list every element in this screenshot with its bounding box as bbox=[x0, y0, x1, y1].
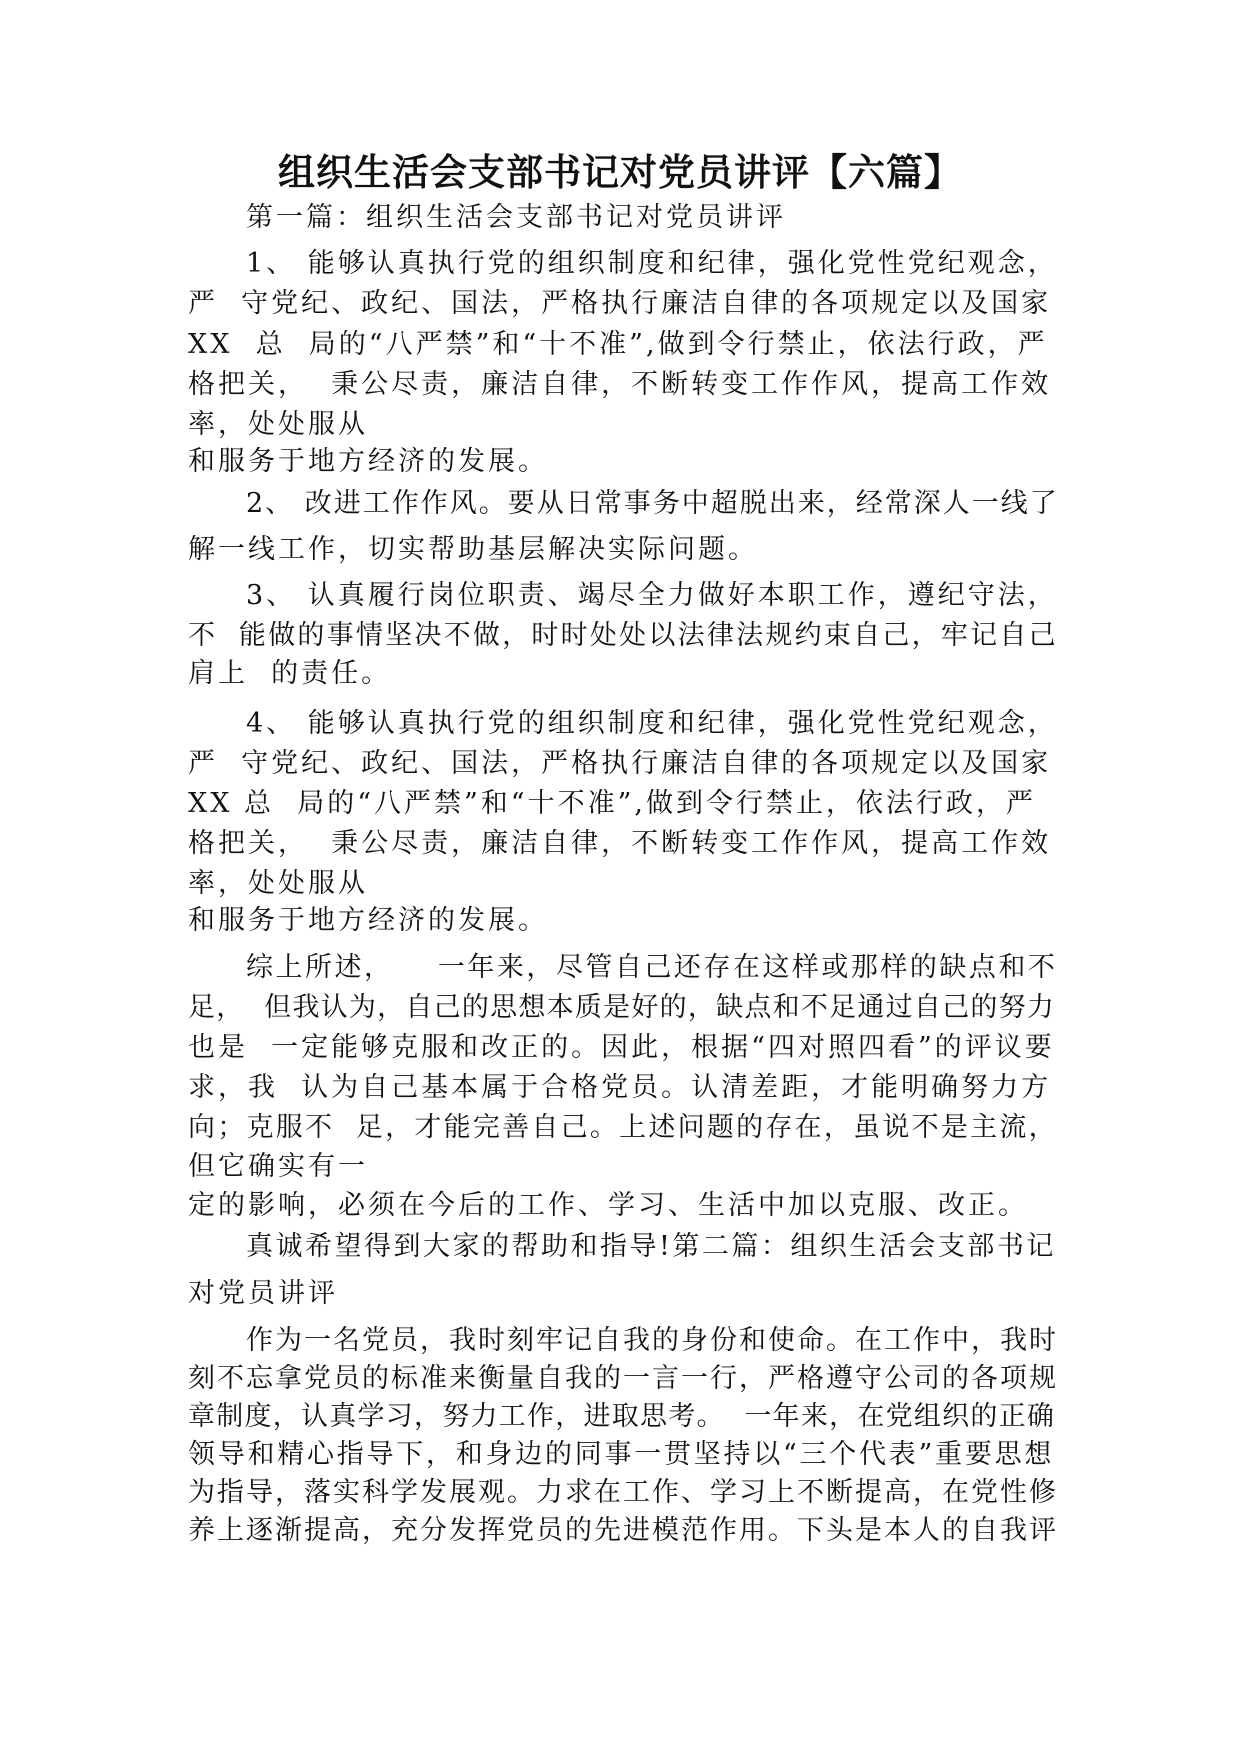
section-heading: 第一篇：组织生活会支部书记对党员讲评 bbox=[246, 202, 786, 233]
body-line: 刻不忘拿党员的标准来衡量自我的一言一行，严格遵守公司的各项规 bbox=[188, 1363, 1058, 1394]
body-line: 真诚希望得到大家的帮助和指导!第二篇：组织生活会支部书记 bbox=[246, 1231, 1056, 1262]
body-line: 求，我 认为自己基本属于合格党员。认清差距，才能明确努力方 bbox=[188, 1072, 1052, 1103]
body-line: 率，处处服从 bbox=[188, 409, 368, 440]
body-line: 但它确实有一 bbox=[188, 1151, 368, 1182]
body-line: 4、 能够认真执行党的组织制度和纪律，强化党性党纪观念， bbox=[246, 708, 1058, 739]
body-line: 严 守党纪、政纪、国法，严格执行廉洁自律的各项规定以及国家 bbox=[188, 288, 1052, 319]
body-line: 章制度，认真学习，努力工作，进取思考。 一年来，在党组织的正确 bbox=[188, 1401, 1056, 1432]
body-line: 足， 但我认为，自己的思想本质是好的，缺点和不足通过自己的努力 bbox=[188, 992, 1056, 1023]
document-title: 组织生活会支部书记对党员讲评【六篇】 bbox=[278, 151, 962, 194]
body-line: 2、 改进工作作风。要从日常事务中超脱出来，经常深人一线了 bbox=[246, 488, 1059, 519]
body-line: 作为一名党员，我时刻牢记自我的身份和使命。在工作中，我时 bbox=[246, 1325, 1058, 1356]
body-line: 综上所述， 一年来，尽管自己还存在这样或那样的缺点和不 bbox=[246, 952, 1058, 983]
body-line: 不 能做的事情坚决不做，时时处处以法律法规约束自己，牢记自己 bbox=[188, 620, 1058, 651]
body-line: 定的影响，必须在今后的工作、学习、生活中加以克服、改正。 bbox=[188, 1190, 1028, 1221]
body-line: 格把关， 秉公尽责，廉洁自律，不断转变工作作风，提高工作效 bbox=[188, 828, 1052, 859]
body-line: 对党员讲评 bbox=[188, 1278, 338, 1309]
body-line: 严 守党纪、政纪、国法，严格执行廉洁自律的各项规定以及国家 bbox=[188, 748, 1052, 779]
body-line: 和服务于地方经济的发展。 bbox=[188, 446, 548, 477]
body-line: 向；克服不 足，才能完善自己。上述问题的存在，虽说不是主流， bbox=[188, 1112, 1058, 1143]
body-line: 和服务于地方经济的发展。 bbox=[188, 905, 548, 936]
body-line: 养上逐渐提高，充分发挥党员的先进模范作用。下头是本人的自我评 bbox=[188, 1515, 1058, 1546]
body-line: 3、 认真履行岗位职责、竭尽全力做好本职工作，遵纪守法， bbox=[246, 580, 1058, 611]
body-line: 率，处处服从 bbox=[188, 868, 368, 899]
body-line: XX 总 局的“八严禁”和“十不准”,做到令行禁止，依法行政，严 bbox=[188, 788, 1036, 819]
body-line: 解一线工作，切实帮助基层解决实际问题。 bbox=[188, 534, 758, 565]
body-line: XX 总 局的“八严禁”和“十不准”,做到令行禁止，依法行政，严 bbox=[188, 329, 1048, 360]
body-line: 领导和精心指导下，和身边的同事一贯坚持以“三个代表”重要思想 bbox=[188, 1439, 1055, 1470]
body-line: 也是 一定能够克服和改正的。因此，根据“四对照四看”的评议要 bbox=[188, 1032, 1055, 1063]
body-line: 1、 能够认真执行党的组织制度和纪律，强化党性党纪观念， bbox=[246, 248, 1058, 279]
body-line: 格把关， 秉公尽责，廉洁自律，不断转变工作作风，提高工作效 bbox=[188, 369, 1052, 400]
body-line: 肩上 的责任。 bbox=[188, 658, 392, 689]
body-line: 为指导，落实科学发展观。力求在工作、学习上不断提高，在党性修 bbox=[188, 1477, 1058, 1508]
